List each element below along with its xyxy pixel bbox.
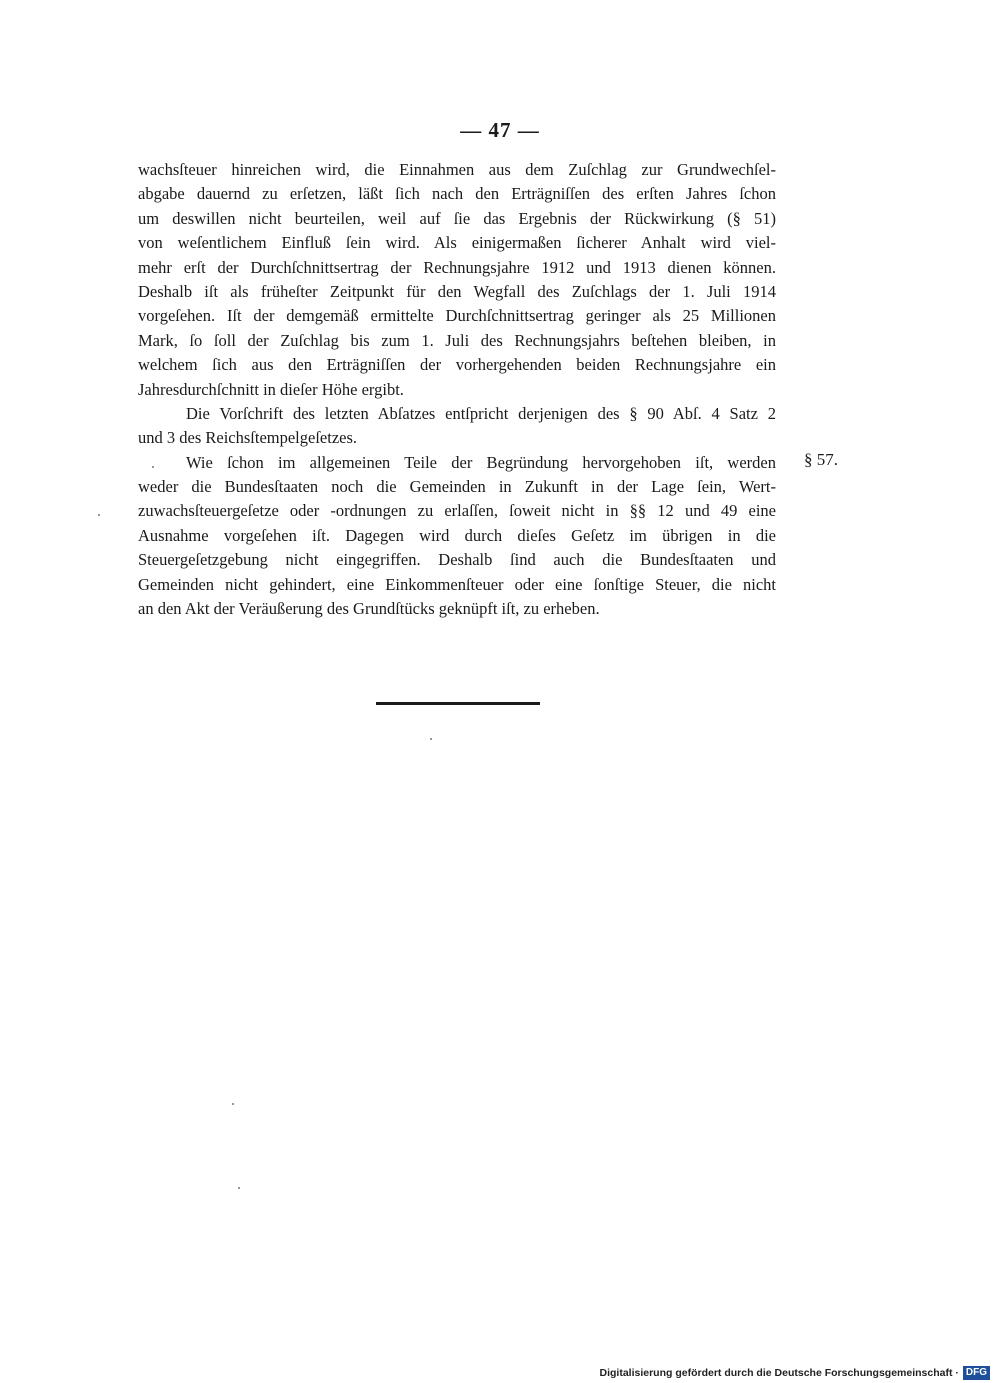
scan-speck [430,738,432,740]
scan-speck [232,1103,234,1105]
text-line: weder die Bundesſtaaten noch die Gemeinden in Zukunft in der Lage ſein, Wert- [138,477,776,497]
section-margin-note: § 57. [804,450,838,469]
scan-speck [98,514,100,516]
footer-credit [600,1366,991,1380]
paragraph-3 [138,451,776,622]
body-text [138,158,776,621]
text-line: Gemeinden nicht gehindert, eine Einkommenſteuer oder eine ſonſtige Steuer, die nicht [138,574,776,594]
text-line: Steuergeſetzgebung nicht eingegriffen. Deshalb ſind auch die Bundesſtaaten und [138,550,776,570]
text-line: vorgeſehen. Iſt der demgemäß ermittelte Durchſchnittsertrag geringer als 25 Millionen [138,306,776,326]
text-line: zuwachsſteuergeſetze oder -ordnungen zu erlaſſen, ſoweit nicht in §§ 12 und 49 eine [138,501,776,521]
text-line: Wie ſchon im allgemeinen Teile der Begründung hervorgehoben iſt, werden [186,452,776,472]
footer-text: Digitalisierung gefördert durch die Deutsche Forschungsgemeinschaft · [599,1367,959,1379]
text-line: Jahresdurchſchnitt in dieſer Höhe ergibt. [138,379,404,399]
text-line: an den Akt der Veräußerung des Grundſtücks geknüpft iſt, zu erheben. [138,599,600,619]
text-line: Mark, ſo ſoll der Zuſchlag bis zum 1. Juli des Rechnungsjahrs beſtehen bleiben, in [138,330,776,350]
text-line: um deswillen nicht beurteilen, weil auf ſie das Ergebnis der Rückwirkung (§ 51) [138,208,776,228]
text-line: mehr erſt der Durchſchnittsertrag der Rechnungsjahre 1912 und 1913 dienen können. [138,257,776,277]
scan-speck [152,466,154,468]
paragraph-2 [138,402,776,451]
text-line: welchem ſich aus den Erträgniſſen der vorhergehenden beiden Rechnungsjahre ein [138,355,776,375]
text-line: Die Vorſchrift des letzten Abſatzes entſpricht derjenigen des § 90 Abſ. 4 Satz 2 [186,403,776,423]
scan-speck [238,1187,240,1189]
dfg-logo: DFG [963,1366,990,1380]
page-number: — 47 — [460,118,540,142]
text-line: Ausnahme vorgeſehen iſt. Dagegen wird durch dieſes Geſetz im übrigen in die [138,525,776,545]
text-line: Deshalb iſt als früheſter Zeitpunkt für den Wegfall des Zuſchlags der 1. Juli 1914 [138,281,776,301]
text-line: von weſentlichem Einfluß ſein wird. Als einigermaßen ſicherer Anhalt wird viel- [138,233,776,253]
text-line: und 3 des Reichsſtempelgeſetzes. [138,428,358,448]
paragraph-1 [138,158,776,402]
text-line: wachsſteuer hinreichen wird, die Einnahmen aus dem Zuſchlag zur Grundwechſel- [138,160,776,179]
end-rule-divider [376,702,540,705]
text-line: abgabe dauernd zu erſetzen, läßt ſich nach den Erträgniſſen des erſten Jahres ſchon [138,184,776,204]
